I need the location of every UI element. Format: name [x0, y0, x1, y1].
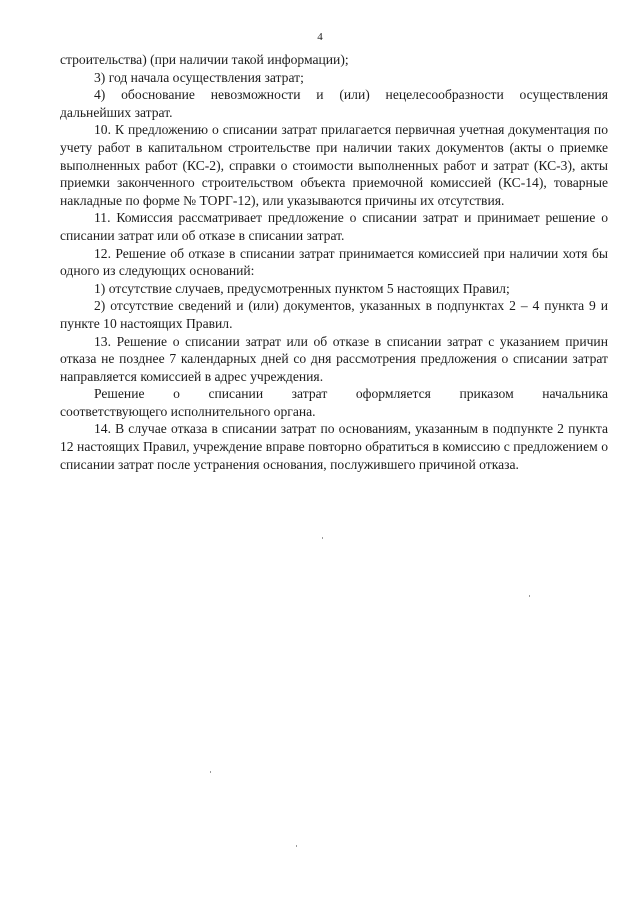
page-number: 4	[317, 31, 323, 43]
document-text	[60, 51, 608, 473]
subitem-3: 3) год начала осуществления затрат;	[94, 69, 304, 85]
clause-12-subitem-1: 1) отсутствие случаев, предусмотренных пунктом 5 настоящих Правил;	[94, 280, 510, 296]
scan-speck	[296, 845, 297, 847]
scan-speck	[210, 771, 211, 773]
clause-12: 12. Решение об отказе в списании затрат принимается комиссией при наличии хотя бы одного из следующих оснований:	[60, 245, 608, 279]
clause-11: 11. Комиссия рассматривает предложение о списании затрат и принимает решение о списании затрат или об отказе в списании затрат.	[60, 210, 608, 243]
subitem-4: 4) обоснование невозможности и (или) нецелесообразности осуществления дальнейших затрат.	[60, 87, 608, 120]
scan-speck	[529, 595, 530, 597]
clause-12-subitem-2: 2) отсутствие сведений и (или) документов, указанных в подпунктах 2 – 4 пункта 9 и пункте 10 настоящих Правил.	[60, 298, 608, 331]
decision-paragraph-line-1: Решение о списании затрат оформляется приказом начальника	[94, 386, 608, 402]
decision-paragraph-line-2: соответствующего исполнительного органа.	[60, 403, 316, 419]
clause-10: 10. К предложению о списании затрат прилагается первичная учетная документация по учету работ в капитальном строительстве при наличии таких документов (акты о приемке выполненных работ (КС-2), справки о стоимости выполненных работ и затрат (КС-3), акты приемки законченного строительством объекта приемочной комиссией (КС-14), товарные накладные по форме № ТОРГ-12), или указываются причины их отсутствия.	[60, 122, 608, 208]
clause-13: 13. Решение о списании затрат или об отказе в списании затрат с указанием причин отказа не позднее 7 календарных дней со дня рассмотрения предложения о списании затрат направляется комиссией в адрес учреждения.	[60, 333, 608, 384]
scan-speck	[322, 537, 323, 539]
paragraph-continuation: строительства) (при наличии такой информации);	[60, 52, 349, 67]
clause-14: 14. В случае отказа в списании затрат по основаниям, указанным в подпункте 2 пункта 12 настоящих Правил, учреждение вправе повторно обратиться в комиссию с предложением о списании затрат после устранения основания, послужившего причиной отказа.	[60, 421, 608, 472]
